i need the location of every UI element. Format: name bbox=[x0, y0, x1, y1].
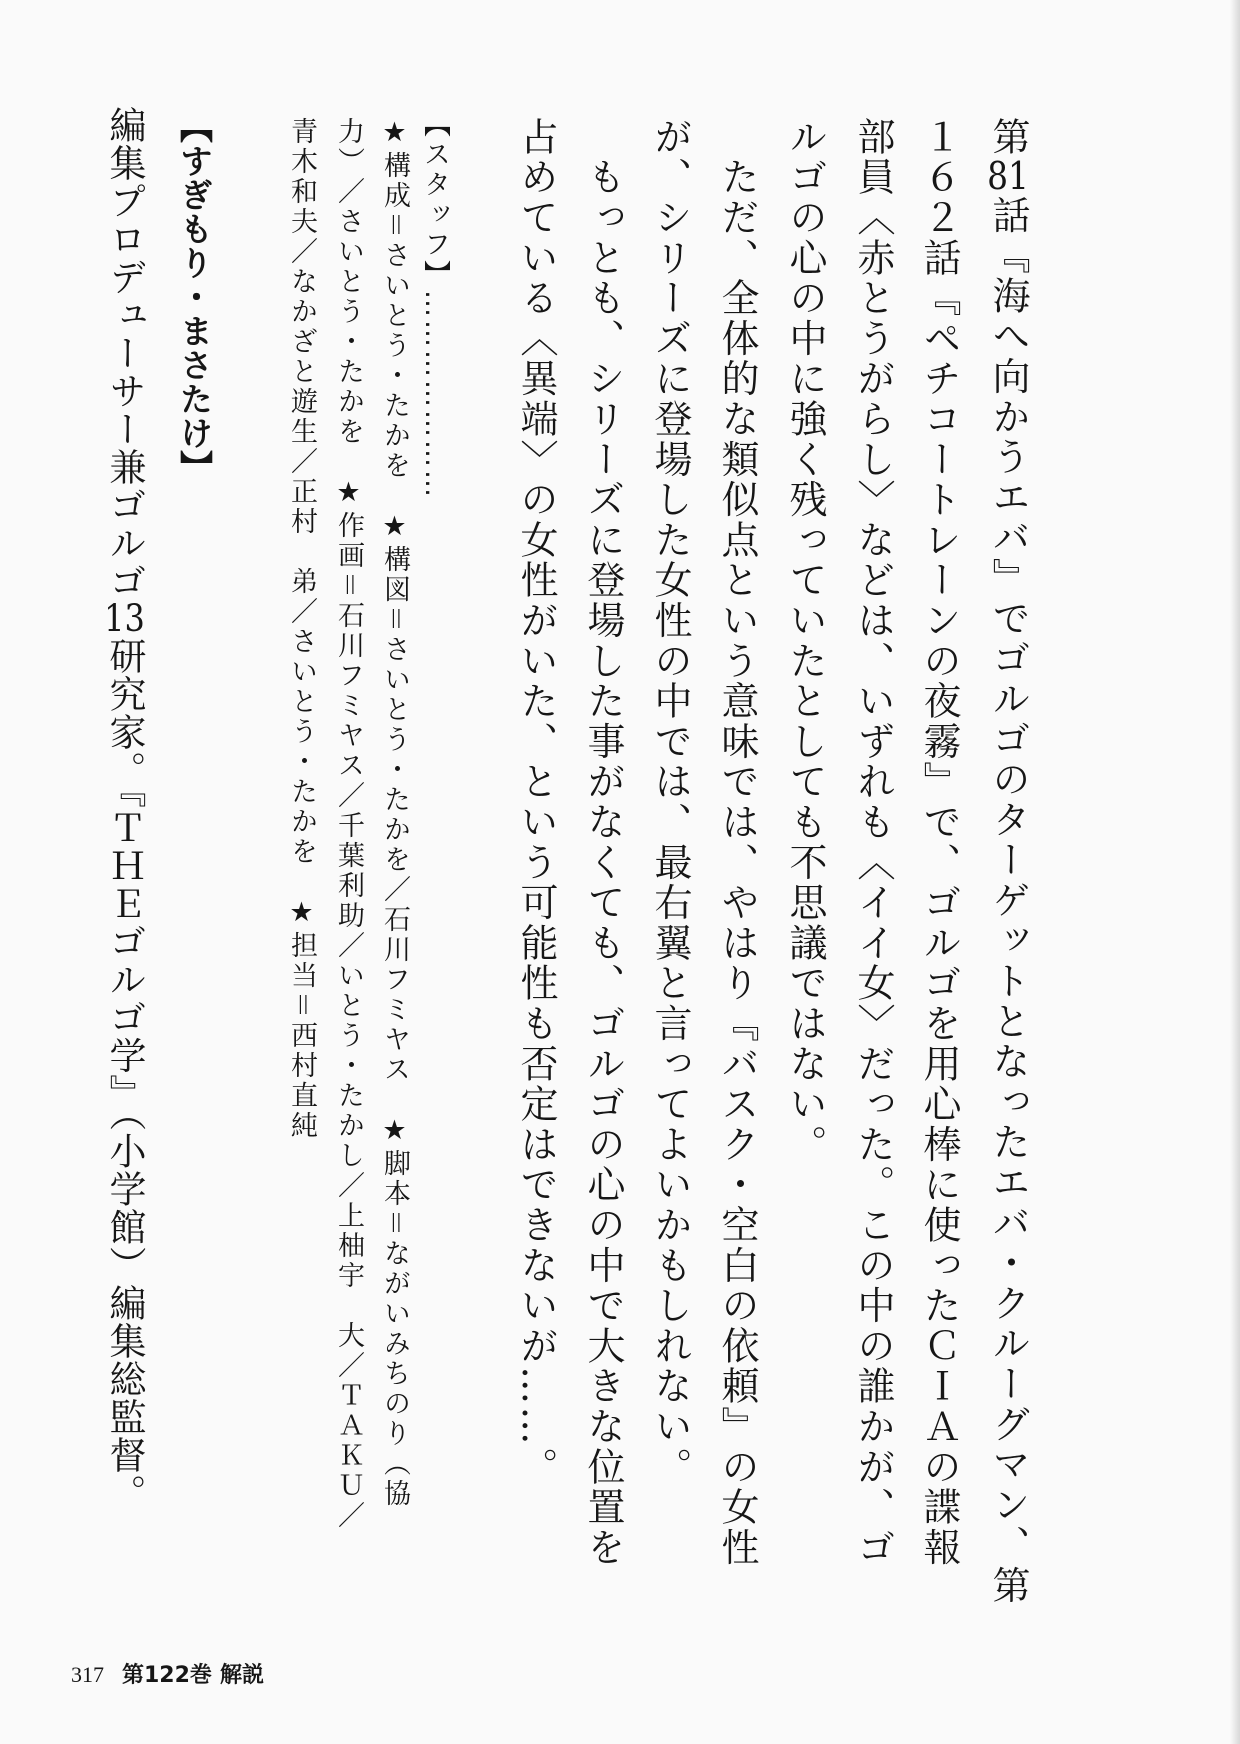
golgo-number: 13 bbox=[104, 600, 145, 637]
staff-line-1: ★構成＝さいとう・たかを ★構図＝さいとう・たかを／石川フミヤス ★脚本＝ながいみちのり（協 bbox=[379, 117, 410, 1509]
section-label: 解説 bbox=[219, 1663, 264, 1688]
staff-heading: 【スタッフ】………………… bbox=[419, 110, 450, 500]
author-name-heading: 【すぎもり・まさたけ】 bbox=[175, 110, 214, 484]
author-bio bbox=[103, 106, 146, 1512]
volume-label: 第122巻 bbox=[122, 1663, 212, 1688]
body-column-2: １６２話『ペチコートレーンの夜霧』で、ゴルゴを用心棒に使ったＣＩＡの諜報 bbox=[917, 117, 961, 1568]
text-fragment: 編集プロデューサー兼ゴルゴ bbox=[103, 106, 146, 600]
text-fragment: 研究家。『ＴＨＥゴルゴ学』（小学館）編集総監督。 bbox=[103, 637, 146, 1512]
text-fragment: 第 bbox=[986, 117, 1030, 158]
body-column-7: もっとも、シリーズに登場した事がなくても、ゴルゴの心の中で大きな位置を bbox=[581, 117, 625, 1568]
body-column-8: 占めている〈異端〉の女性がいた、という可能性も否定はできないが……。 bbox=[514, 117, 558, 1488]
body-column-3: 部員〈赤とうがらし〉などは、いずれも〈イイ女〉だった。この中の誰かが、ゴ bbox=[851, 117, 895, 1568]
staff-line-3: 青木和夫／なかざと遊生／正村 弟／さいとう・たかを ★担当＝西村直純 bbox=[286, 117, 317, 1141]
episode-number: 81 bbox=[987, 157, 1029, 196]
page-footer bbox=[71, 1658, 264, 1689]
text-fragment: 話『海へ向かうエバ』でゴルゴのターゲットとなったエバ・クルーグマン、第 bbox=[986, 195, 1030, 1606]
body-column-6: が、シリーズに登場した女性の中では、最右翼と言ってよいかもしれない。 bbox=[648, 117, 692, 1488]
body-column-1 bbox=[986, 117, 1030, 1606]
body-column-4: ルゴの心の中に強く残っていたとしても不思議ではない。 bbox=[783, 117, 827, 1165]
staff-line-2: 力）／さいとう・たかを ★作画＝石川フミヤス／千葉利助／いとう・たかし／上柚宇 大／ＴＡＫＵ／ bbox=[333, 117, 364, 1531]
page-edge-shadow bbox=[1230, 0, 1240, 1744]
page-number: 317 bbox=[71, 1662, 104, 1687]
body-column-5: ただ、全体的な類似点という意味では、やはり『バスク・空白の依頼』の女性 bbox=[715, 117, 759, 1568]
